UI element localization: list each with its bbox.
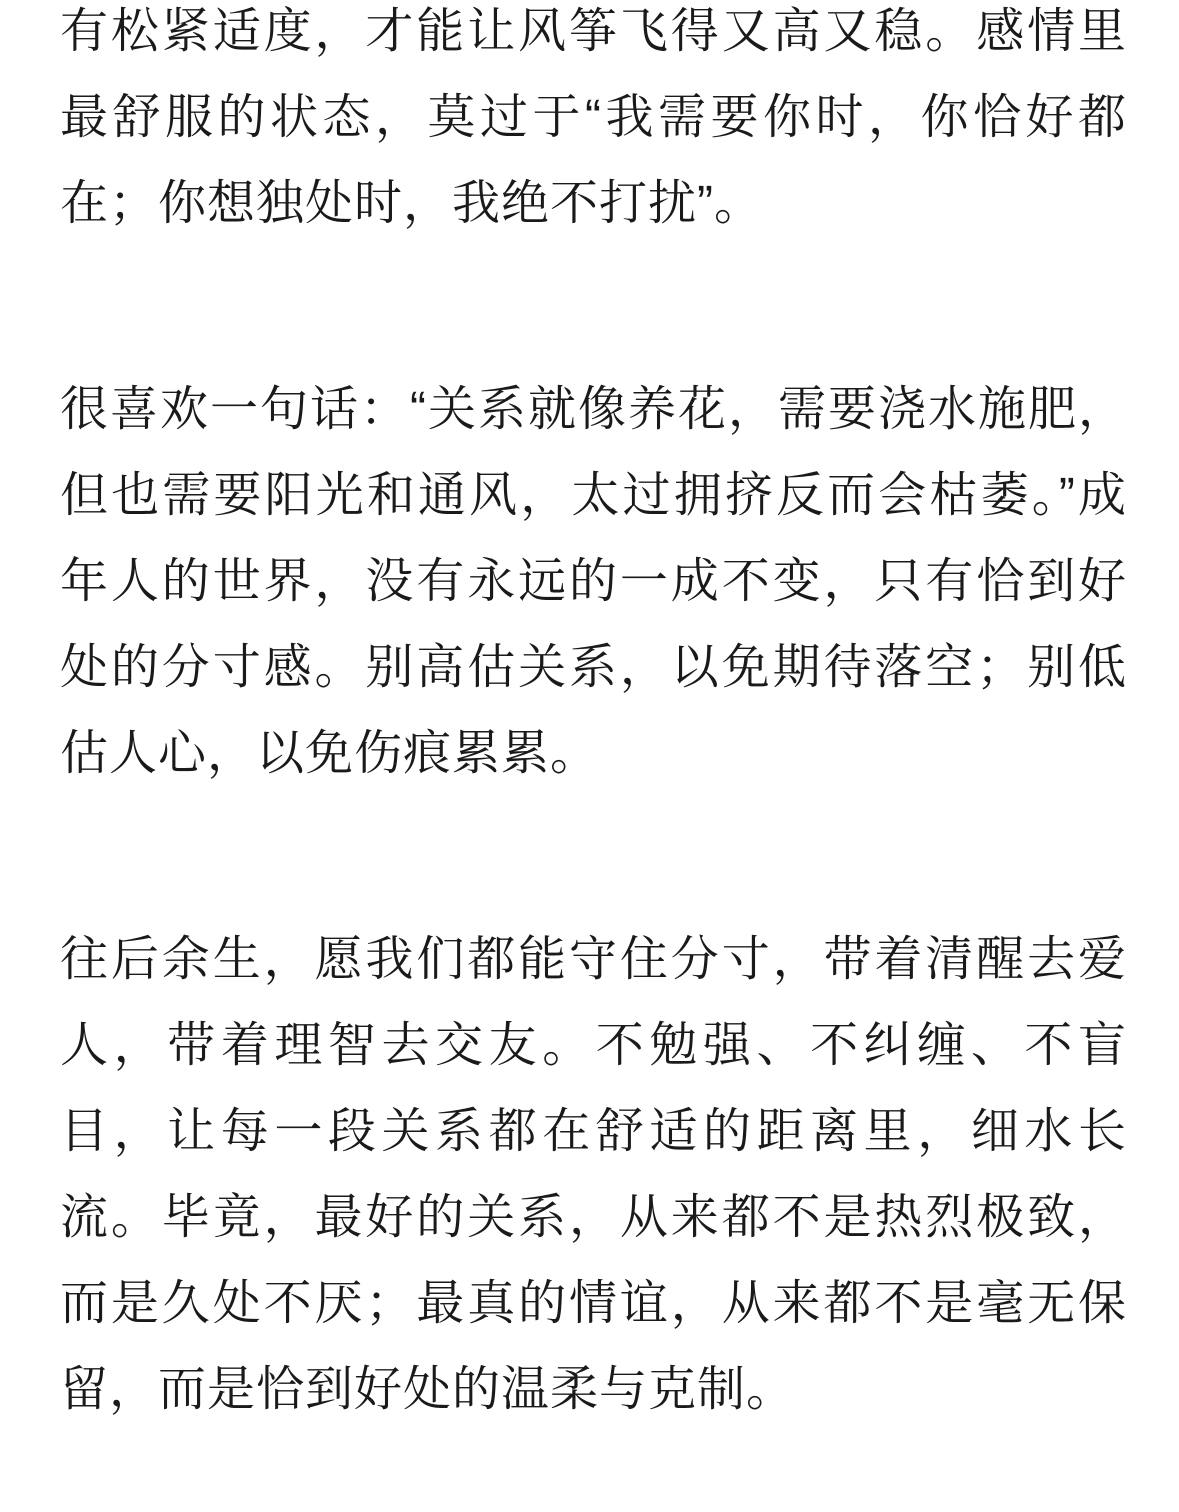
paragraph: 往后余生，愿我们都能守住分寸，带着清醒去爱人，带着理智去交友。不勉强、不纠缠、不盲目，让每一段关系都在舒适的距离里，细水长流。毕竟，最好的关系，从来都不是热烈极致，而是久处不厌；最真的情谊，从来都不是毫无保留，而是恰到好处的温柔与克制。: [60, 933, 1127, 1416]
paragraph: 有松紧适度，才能让风筝飞得又高又稳。感情里最舒服的状态，莫过于“我需要你时，你恰好都在；你想独处时，我绝不打扰”。: [60, 5, 1127, 230]
paragraph: 很喜欢一句话：“关系就像养花，需要浇水施肥，但也需要阳光和通风，太过拥挤反而会枯萎。”成年人的世界，没有永远的一成不变，只有恰到好处的分寸感。别高估关系，以免期待落空；别低估人心，以免伤痕累累。: [60, 383, 1127, 780]
